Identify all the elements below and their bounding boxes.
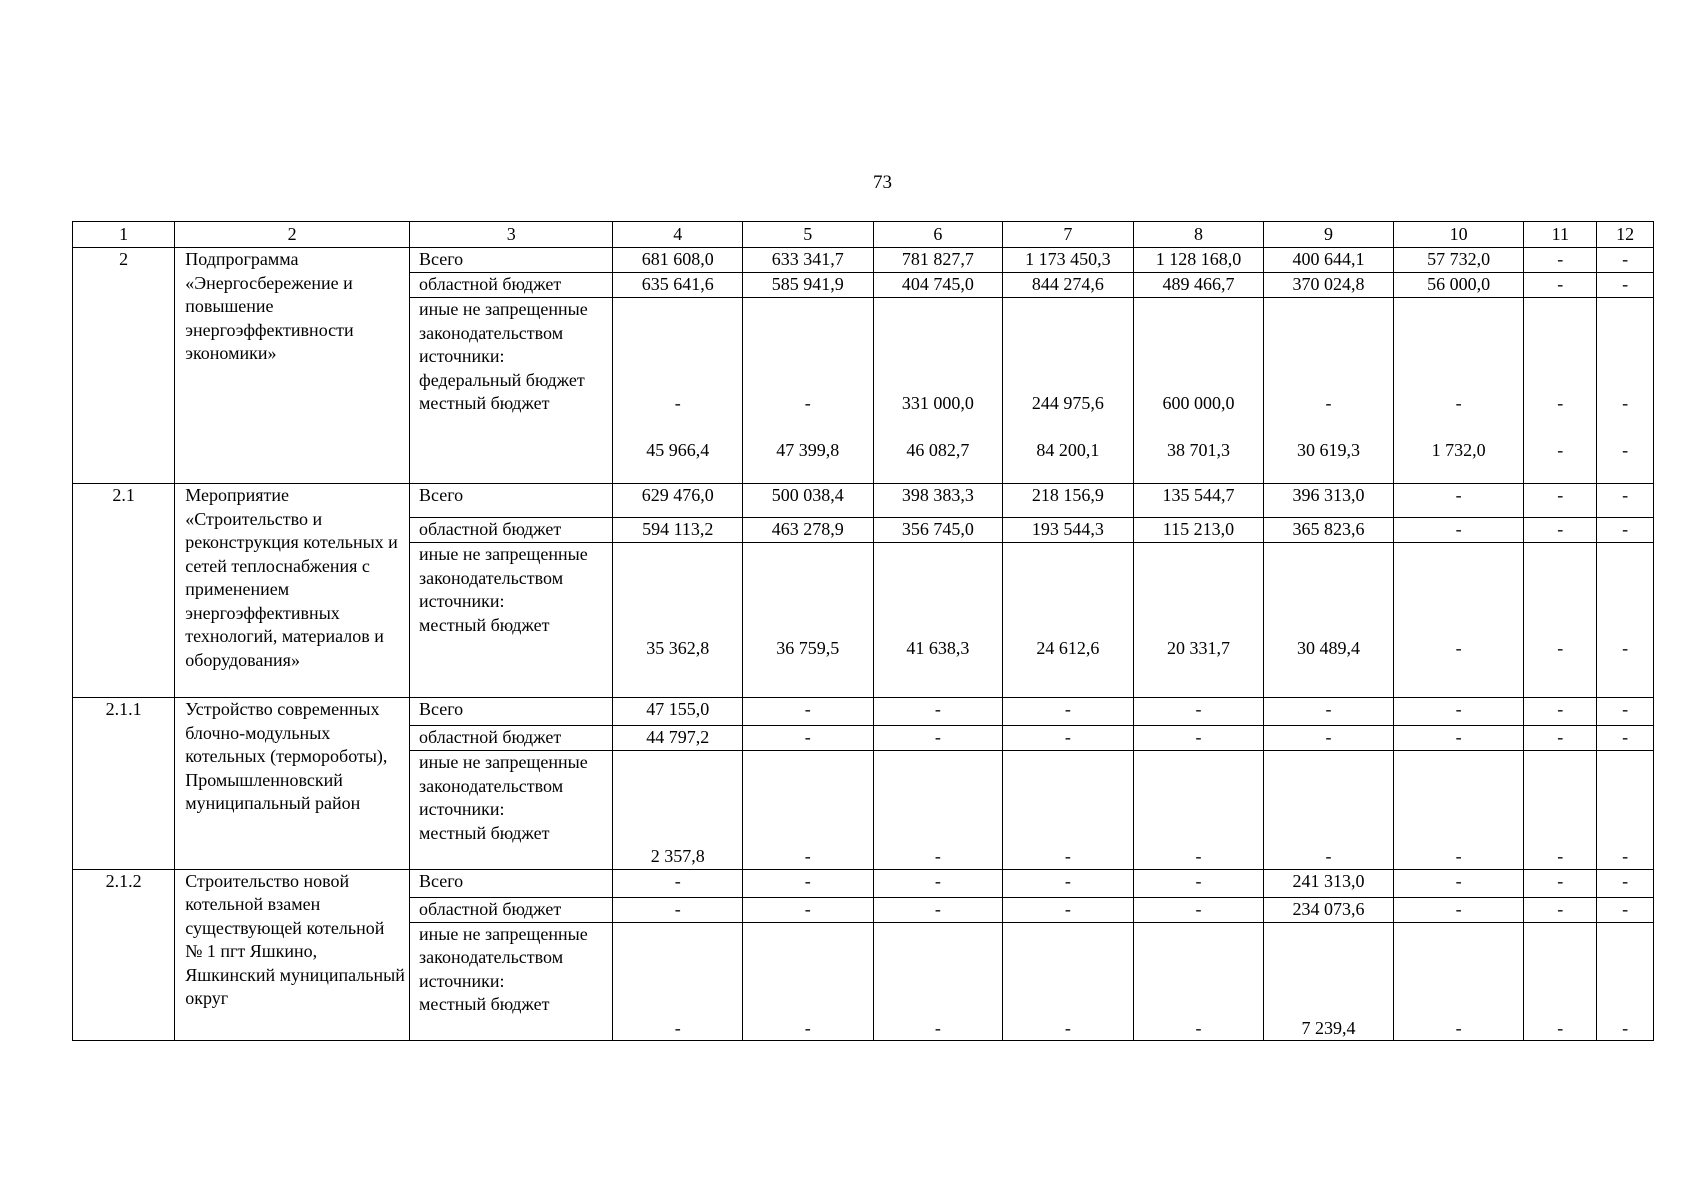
table-row: [73, 248, 1654, 273]
amount-value: 30 489,4: [1297, 638, 1361, 658]
amount-value: -: [1455, 846, 1462, 866]
amount-cell: 585 941,9: [743, 273, 874, 298]
amount-cell: [743, 751, 874, 870]
amount-cell: 500 038,4: [743, 484, 874, 518]
amount-cell: -: [613, 869, 743, 897]
amount-value: 7 239,4: [1301, 1017, 1356, 1038]
amount-value: 35 362,8: [646, 638, 710, 658]
item-code: 2.1.1: [73, 698, 175, 870]
amount-cell: [1264, 751, 1394, 870]
amount-value: -: [1455, 393, 1462, 413]
other-sources-label: иные не запрещенные законодательством источники:: [419, 923, 588, 991]
funding-source-other: [410, 751, 613, 870]
amount-cell: [1264, 298, 1394, 484]
amount-cell: 356 745,0: [873, 518, 1003, 543]
amount-value: 84 200,1: [1036, 440, 1100, 460]
amount-cell: -: [1524, 869, 1597, 897]
amount-cell: 57 732,0: [1393, 248, 1524, 273]
other-sources-label: иные не запрещенные законодательством источники:: [419, 752, 588, 819]
funding-source: областной бюджет: [410, 897, 613, 922]
amount-cell: 241 313,0: [1264, 869, 1394, 897]
amount-cell: 370 024,8: [1264, 273, 1394, 298]
other-sources-label: иные не запрещенные законодательством источники:: [419, 299, 588, 366]
column-number: 8: [1133, 222, 1264, 248]
amount-cell: 234 073,6: [1264, 897, 1394, 922]
amount-cell: 463 278,9: [743, 518, 874, 543]
amount-cell: -: [1393, 698, 1524, 726]
amount-cell: -: [1393, 518, 1524, 543]
amount-value: -: [934, 1017, 941, 1038]
amount-value: -: [1325, 846, 1332, 866]
amount-cell: [1393, 543, 1524, 698]
amount-value: 1 732,0: [1431, 440, 1486, 460]
item-name: Устройство современных блочно-модульных котельных (термороботы), Промышленновский муниципальный район: [175, 698, 410, 870]
amount-cell: 44 797,2: [613, 726, 743, 751]
amount-cell: -: [743, 698, 874, 726]
column-number: 4: [613, 222, 743, 248]
funding-source: местный бюджет: [419, 614, 550, 635]
amount-cell: [1003, 298, 1134, 484]
amount-cell: [1264, 922, 1394, 1041]
column-number: 3: [410, 222, 613, 248]
amount-cell: -: [1133, 897, 1264, 922]
amount-cell: [1597, 922, 1654, 1041]
amount-value: -: [1195, 1017, 1202, 1038]
amount-cell: -: [1524, 897, 1597, 922]
amount-cell: -: [743, 869, 874, 897]
amount-cell: [1597, 298, 1654, 484]
amount-cell: [613, 922, 743, 1041]
amount-cell: -: [1524, 726, 1597, 751]
item-code: 2.1: [73, 484, 175, 698]
amount-cell: 135 544,7: [1133, 484, 1264, 518]
column-number: 1: [73, 222, 175, 248]
amount-cell: 400 644,1: [1264, 248, 1394, 273]
amount-cell: 629 476,0: [613, 484, 743, 518]
amount-cell: [873, 298, 1003, 484]
amount-cell: -: [1597, 484, 1654, 518]
amount-cell: -: [1597, 273, 1654, 298]
amount-cell: -: [1597, 897, 1654, 922]
funding-source: местный бюджет: [419, 994, 550, 1014]
column-number-row: [73, 222, 1654, 248]
funding-source: местный бюджет: [419, 393, 550, 413]
amount-value: -: [1622, 638, 1629, 658]
amount-cell: 635 641,6: [613, 273, 743, 298]
amount-cell: 396 313,0: [1264, 484, 1394, 518]
funding-source: областной бюджет: [410, 518, 613, 543]
amount-value: 20 331,7: [1166, 638, 1230, 658]
amount-cell: 594 113,2: [613, 518, 743, 543]
column-number: 2: [175, 222, 410, 248]
amount-value: -: [1455, 1017, 1462, 1038]
amount-value: -: [674, 393, 681, 413]
column-number: 6: [873, 222, 1003, 248]
amount-cell: [1003, 751, 1134, 870]
amount-value: -: [1064, 846, 1071, 866]
funding-source-other: [410, 543, 613, 698]
amount-cell: [613, 751, 743, 870]
amount-value: 600 000,0: [1162, 393, 1235, 413]
amount-cell: -: [1597, 248, 1654, 273]
amount-cell: 115 213,0: [1133, 518, 1264, 543]
amount-cell: -: [1003, 869, 1134, 897]
amount-cell: -: [1133, 726, 1264, 751]
amount-cell: [613, 543, 743, 698]
amount-cell: -: [1524, 484, 1597, 518]
amount-cell: 404 745,0: [873, 273, 1003, 298]
amount-cell: [1393, 922, 1524, 1041]
funding-source-other: [410, 298, 613, 484]
amount-value: -: [1622, 440, 1629, 460]
amount-cell: -: [1597, 726, 1654, 751]
amount-cell: -: [873, 726, 1003, 751]
amount-value: -: [1622, 393, 1629, 413]
amount-value: 24 612,6: [1036, 638, 1100, 658]
amount-cell: [743, 922, 874, 1041]
amount-cell: [1524, 751, 1597, 870]
funding-source: Всего: [410, 698, 613, 726]
amount-cell: 365 823,6: [1264, 518, 1394, 543]
amount-cell: [613, 298, 743, 484]
item-code: 2: [73, 248, 175, 484]
funding-source: федеральный бюджет: [419, 369, 585, 390]
column-number: 10: [1393, 222, 1524, 248]
item-name: Мероприятие «Строительство и реконструкция котельных и сетей теплоснабжения с применением энергоэффективных технологий, материалов и оборудования»: [175, 484, 410, 698]
amount-cell: 47 155,0: [613, 698, 743, 726]
amount-cell: -: [1597, 518, 1654, 543]
amount-cell: [743, 298, 874, 484]
amount-value: 47 399,8: [776, 440, 840, 460]
column-number: 11: [1524, 222, 1597, 248]
amount-value: -: [1557, 393, 1564, 413]
amount-cell: [1393, 298, 1524, 484]
amount-cell: [1524, 298, 1597, 484]
amount-cell: -: [1133, 869, 1264, 897]
amount-cell: -: [1524, 698, 1597, 726]
funding-source-other: [410, 922, 613, 1041]
amount-cell: 489 466,7: [1133, 273, 1264, 298]
amount-value: 331 000,0: [901, 393, 974, 413]
amount-cell: 193 544,3: [1003, 518, 1134, 543]
item-code: 2.1.2: [73, 869, 175, 1041]
amount-value: 38 701,3: [1166, 440, 1230, 460]
funding-source: Всего: [410, 484, 613, 518]
amount-cell: [1133, 298, 1264, 484]
column-number: 9: [1264, 222, 1394, 248]
amount-cell: 398 383,3: [873, 484, 1003, 518]
other-sources-label: иные не запрещенные законодательством источники:: [419, 544, 588, 611]
amount-value: -: [1325, 393, 1332, 413]
funding-source: областной бюджет: [410, 726, 613, 751]
amount-value: -: [1557, 1017, 1564, 1038]
amount-value: -: [1064, 1017, 1071, 1038]
amount-cell: [873, 543, 1003, 698]
amount-cell: -: [1597, 869, 1654, 897]
amount-cell: [1133, 922, 1264, 1041]
amount-value: -: [674, 1017, 681, 1038]
amount-value: 2 357,8: [650, 846, 705, 866]
amount-cell: [1003, 543, 1134, 698]
amount-cell: [1524, 922, 1597, 1041]
amount-cell: -: [1003, 897, 1134, 922]
table-row: [73, 484, 1654, 518]
amount-value: 46 082,7: [906, 440, 970, 460]
amount-value: -: [804, 846, 811, 866]
amount-cell: -: [1524, 518, 1597, 543]
funding-source: Всего: [410, 869, 613, 897]
amount-value: -: [804, 393, 811, 413]
item-name: Строительство новой котельной взамен существующей котельной № 1 пгт Яшкино, Яшкинский муниципальный округ: [175, 869, 410, 1041]
funding-source: местный бюджет: [419, 822, 550, 843]
column-number: 12: [1597, 222, 1654, 248]
amount-cell: -: [1393, 869, 1524, 897]
amount-cell: [1264, 543, 1394, 698]
amount-cell: [1133, 751, 1264, 870]
amount-cell: -: [1264, 698, 1394, 726]
column-number: 5: [743, 222, 874, 248]
amount-value: -: [1557, 440, 1564, 460]
amount-cell: [1003, 922, 1134, 1041]
amount-cell: [873, 922, 1003, 1041]
amount-cell: -: [1003, 726, 1134, 751]
amount-cell: [1133, 543, 1264, 698]
amount-cell: -: [873, 869, 1003, 897]
amount-cell: -: [613, 897, 743, 922]
amount-cell: -: [1003, 698, 1134, 726]
amount-cell: -: [1393, 484, 1524, 518]
amount-value: -: [1455, 638, 1462, 658]
item-name: Подпрограмма «Энергосбережение и повышение энергоэффективности экономики»: [175, 248, 410, 484]
amount-cell: -: [873, 698, 1003, 726]
amount-cell: -: [873, 897, 1003, 922]
amount-cell: 218 156,9: [1003, 484, 1134, 518]
amount-cell: -: [1524, 248, 1597, 273]
amount-cell: -: [1133, 698, 1264, 726]
table-row: [73, 698, 1654, 726]
amount-cell: 1 173 450,3: [1003, 248, 1134, 273]
amount-value: 244 975,6: [1031, 393, 1104, 413]
amount-value: -: [1557, 846, 1564, 866]
amount-cell: 844 274,6: [1003, 273, 1134, 298]
amount-cell: [1393, 751, 1524, 870]
amount-cell: [1524, 543, 1597, 698]
amount-value: -: [934, 846, 941, 866]
amount-value: 30 619,3: [1297, 440, 1361, 460]
amount-cell: 1 128 168,0: [1133, 248, 1264, 273]
amount-cell: -: [743, 897, 874, 922]
amount-cell: [1597, 751, 1654, 870]
budget-table: [72, 221, 1654, 1041]
amount-value: -: [1195, 846, 1202, 866]
amount-value: 45 966,4: [646, 440, 710, 460]
amount-cell: -: [1524, 273, 1597, 298]
funding-source: Всего: [410, 248, 613, 273]
amount-value: -: [1622, 846, 1629, 866]
amount-cell: 781 827,7: [873, 248, 1003, 273]
amount-cell: -: [1393, 726, 1524, 751]
funding-source: областной бюджет: [410, 273, 613, 298]
amount-cell: [1597, 543, 1654, 698]
amount-cell: -: [743, 726, 874, 751]
amount-cell: -: [1264, 726, 1394, 751]
amount-cell: [873, 751, 1003, 870]
amount-value: -: [1622, 1017, 1629, 1038]
amount-cell: -: [1597, 698, 1654, 726]
amount-value: -: [1557, 638, 1564, 658]
column-number: 7: [1003, 222, 1134, 248]
amount-cell: 633 341,7: [743, 248, 874, 273]
page-number: 73: [873, 172, 892, 193]
amount-cell: [743, 543, 874, 698]
table-row: [73, 869, 1654, 897]
amount-value: 41 638,3: [906, 638, 970, 658]
amount-cell: 56 000,0: [1393, 273, 1524, 298]
amount-cell: -: [1393, 897, 1524, 922]
amount-value: -: [804, 1017, 811, 1038]
amount-value: 36 759,5: [776, 638, 840, 658]
amount-cell: 681 608,0: [613, 248, 743, 273]
